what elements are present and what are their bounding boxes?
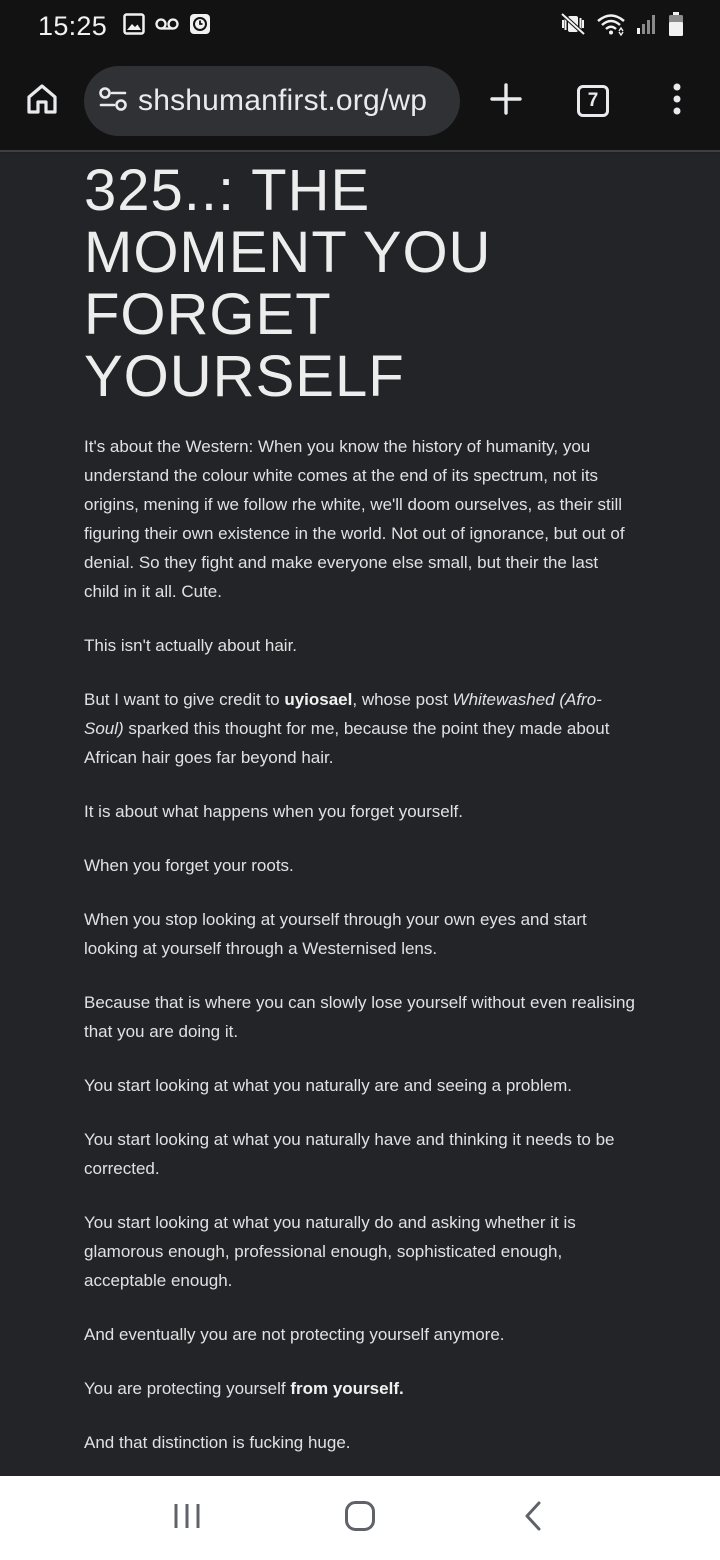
text-span: sparked this thought for me, because the point they made about African hair goes far beyond hair.	[84, 719, 610, 767]
address-bar[interactable]	[84, 66, 460, 136]
tab-count: 7	[577, 85, 609, 117]
browser-toolbar	[0, 52, 720, 152]
tab-switcher-button[interactable]	[552, 51, 634, 151]
text-span: But I want to give credit to	[84, 690, 285, 709]
clock-icon	[189, 13, 211, 40]
voicemail-icon	[155, 16, 179, 37]
status-bar	[0, 0, 720, 52]
system-navigation-bar	[0, 1476, 720, 1560]
url-text[interactable]: shshumanfirst.org/wp	[138, 84, 428, 117]
web-page-content[interactable]	[0, 154, 720, 1476]
back-chevron-icon	[523, 1501, 543, 1536]
status-right	[560, 11, 684, 42]
home-icon	[25, 82, 59, 121]
bold-text: from yourself.	[290, 1379, 404, 1398]
paragraph: It is about what happens when you forget yourself.	[84, 802, 463, 821]
author-name: uyiosael	[284, 690, 353, 709]
notification-icons	[123, 13, 211, 40]
paragraph-emphasis	[84, 1374, 636, 1403]
paragraph: When you forget your roots.	[84, 856, 294, 875]
paragraph: And eventually you are not protecting yourself anymore.	[84, 1325, 505, 1344]
new-tab-button[interactable]	[460, 51, 552, 151]
back-button[interactable]	[478, 1476, 588, 1560]
home-circle-icon	[344, 1500, 376, 1537]
status-left	[38, 11, 211, 42]
status-time: 15:25	[38, 10, 108, 41]
wifi-icon	[596, 12, 626, 41]
mute-vibrate-icon	[560, 12, 586, 41]
site-settings-icon[interactable]	[98, 86, 128, 117]
paragraph: Because that is where you can slowly lose yourself without even realising that you are doing it.	[84, 993, 635, 1041]
post-title: 325..: THE MOMENT YOU FORGET YOURSELF	[84, 158, 492, 409]
paragraph: When you stop looking at yourself through your own eyes and start looking at yourself through a Westernised lens.	[84, 910, 587, 958]
home-button[interactable]	[0, 51, 84, 151]
system-home-button[interactable]	[305, 1476, 415, 1560]
paragraph: This isn't actually about hair.	[84, 636, 298, 655]
paragraph: And that distinction is fucking huge.	[84, 1433, 351, 1452]
paragraph: You start looking at what you naturally have and thinking it needs to be corrected.	[84, 1130, 615, 1178]
battery-icon	[668, 11, 684, 42]
paragraph: You start looking at what you naturally do and asking whether it is glamorous enough, professional enough, sophisticated enough, acceptable enough.	[84, 1213, 576, 1290]
signal-icon	[636, 12, 658, 41]
browser-menu-button[interactable]	[634, 51, 720, 151]
more-vertical-icon	[672, 83, 682, 120]
image-icon	[123, 13, 145, 40]
text-span: You are protecting yourself	[84, 1379, 291, 1398]
paragraph-credit	[84, 685, 636, 772]
plus-icon	[490, 83, 522, 120]
paragraph: It's about the Western: When you know the history of humanity, you understand the colour white comes at the end of its spectrum, not its origins, mening if we follow rhe white, we'll doom ourselves, as their still figuring their own existence in the world. Not out of ignorance, but out of denial. So they fight and make everyone else small, but their the last child in it all. Cute.	[84, 437, 625, 601]
text-span: , whose post	[352, 690, 453, 709]
post-reference: Whitewashed (Afro-Soul)	[84, 690, 602, 738]
recent-apps-button[interactable]	[132, 1476, 242, 1560]
recent-apps-icon	[173, 1502, 201, 1535]
paragraph: You start looking at what you naturally are and seeing a problem.	[84, 1076, 572, 1095]
